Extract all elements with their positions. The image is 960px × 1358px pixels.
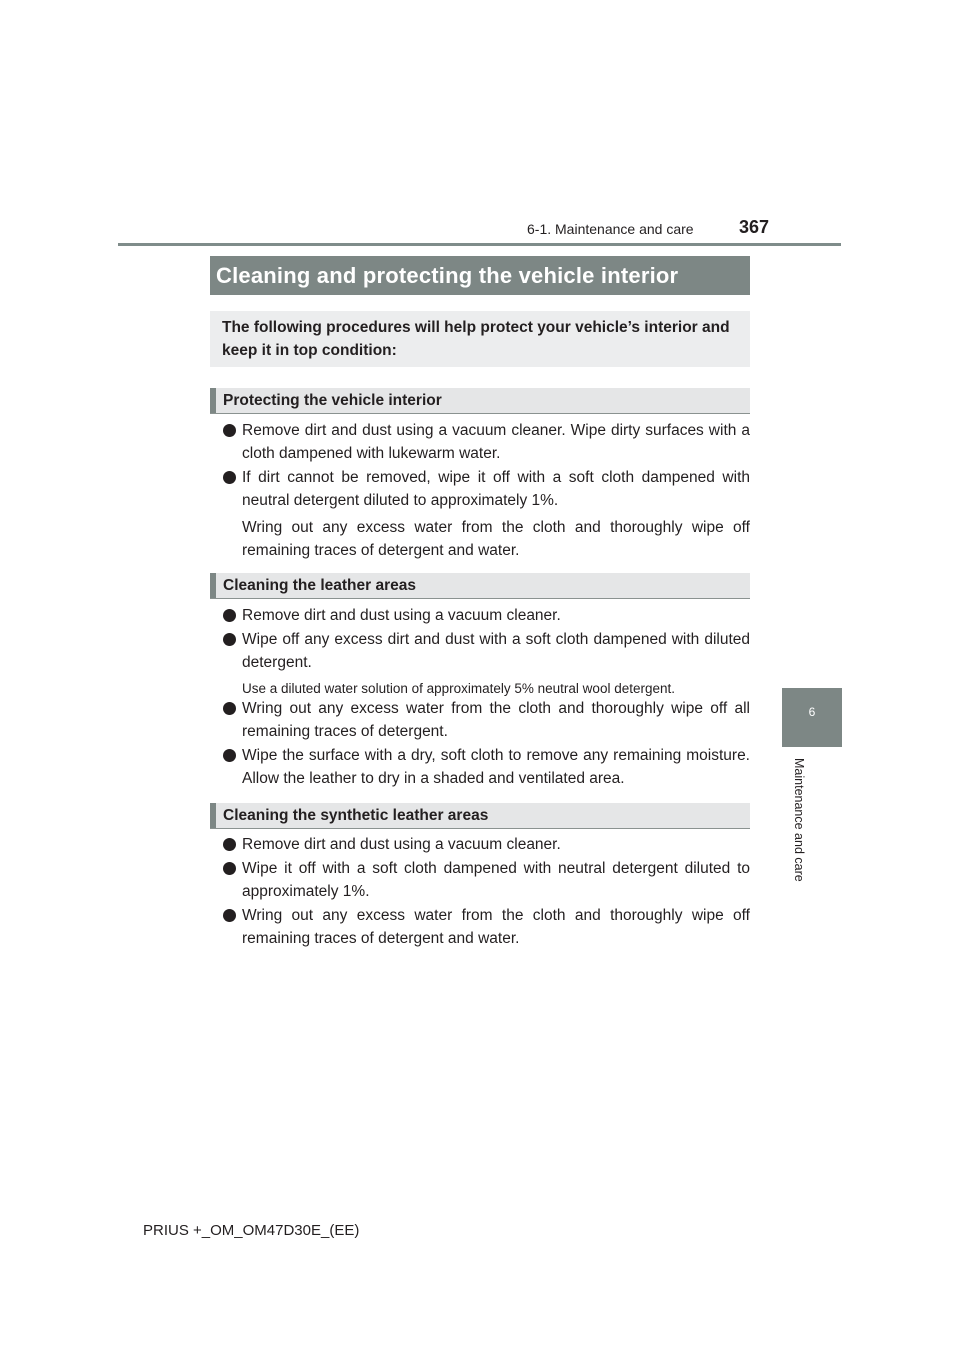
detergent-note: Use a diluted water solution of approximately 5% neutral wool detergent. bbox=[242, 681, 675, 696]
section-heading-leather: Cleaning the leather areas bbox=[210, 573, 750, 599]
list-item: Wring out any excess water from the cloth and thoroughly wipe off remaining traces of detergent and water. bbox=[222, 904, 750, 950]
follow-up-text: Wring out any excess water from the cloth and thoroughly wipe off remaining traces of detergent and water. bbox=[242, 519, 750, 559]
document-code: PRIUS +_OM_OM47D30E_(EE) bbox=[143, 1222, 360, 1239]
list-item: Wipe off any excess dirt and dust with a soft cloth dampened with diluted detergent. bbox=[222, 628, 750, 674]
chapter-tab: 6 bbox=[782, 688, 842, 747]
list-item: Wipe it off with a soft cloth dampened with neutral detergent diluted to approximately 1%. bbox=[222, 857, 750, 903]
bullet-icon bbox=[223, 838, 236, 851]
list-item: If dirt cannot be removed, wipe it off with a soft cloth dampened with neutral detergent diluted to approximately 1%. bbox=[222, 466, 750, 512]
bullet-icon bbox=[223, 909, 236, 922]
bullet-icon bbox=[223, 749, 236, 762]
header-divider bbox=[118, 243, 841, 246]
page-number: 367 bbox=[739, 217, 770, 237]
section-heading-synthetic-leather: Cleaning the synthetic leather areas bbox=[210, 803, 750, 829]
list-item: Remove dirt and dust using a vacuum cleaner. Wipe dirty surfaces with a cloth dampened with lukewarm water. bbox=[222, 419, 750, 465]
list-item: Wipe the surface with a dry, soft cloth to remove any remaining moisture. Allow the leather to dry in a shaded and ventilated area. bbox=[222, 744, 750, 790]
bullet-icon bbox=[223, 424, 236, 437]
bullet-icon bbox=[223, 862, 236, 875]
bullet-icon bbox=[223, 633, 236, 646]
list-item: Remove dirt and dust using a vacuum cleaner. bbox=[222, 604, 750, 627]
list-item: Remove dirt and dust using a vacuum cleaner. bbox=[222, 833, 750, 856]
chapter-label: Maintenance and care bbox=[792, 758, 806, 882]
header-section-title: 6-1. Maintenance and care bbox=[527, 221, 694, 237]
bullet-icon bbox=[223, 471, 236, 484]
section-heading-protecting: Protecting the vehicle interior bbox=[210, 388, 750, 414]
list-item: Wring out any excess water from the cloth and thoroughly wipe off all remaining traces of detergent. bbox=[222, 697, 750, 743]
bullet-icon bbox=[223, 609, 236, 622]
intro-text: The following procedures will help protect your vehicle’s interior and keep it in top condition: bbox=[210, 311, 750, 367]
page-title: Cleaning and protecting the vehicle interior bbox=[210, 256, 750, 295]
bullet-icon bbox=[223, 702, 236, 715]
